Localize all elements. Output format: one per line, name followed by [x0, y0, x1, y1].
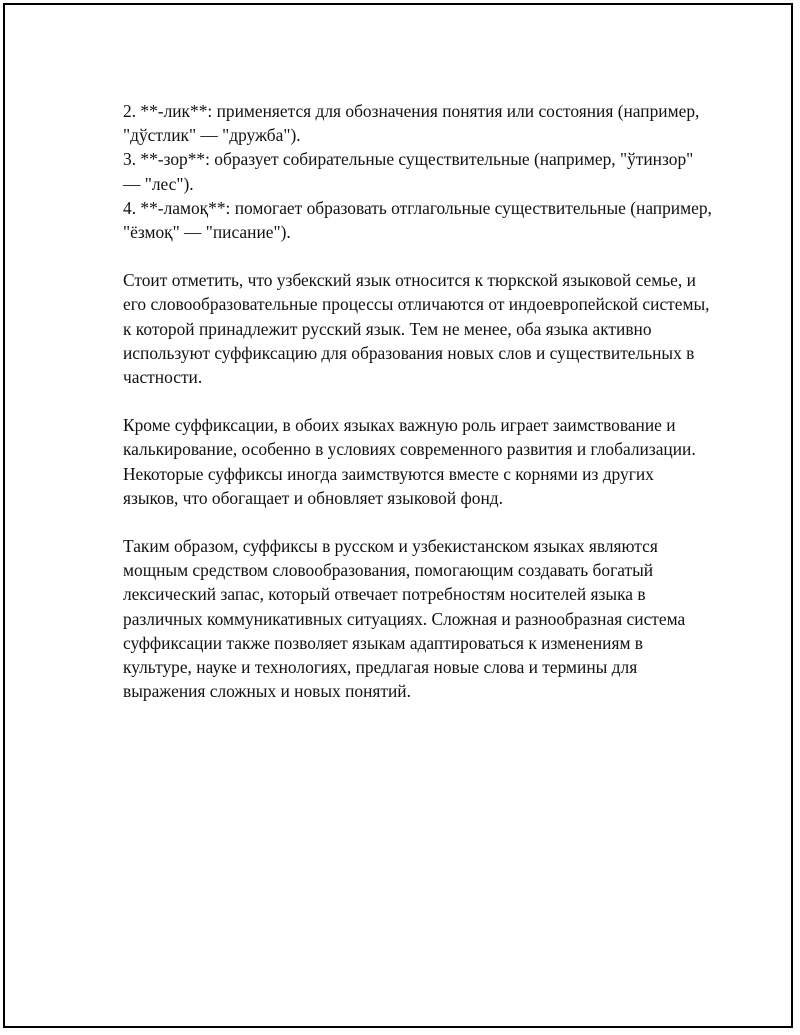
suffix-list — [123, 99, 717, 244]
list-item-lamoq: 4. **-ламоқ**: помогает образовать отглагольные существительные (например, "ёзмоқ" — "писание"). — [123, 197, 717, 243]
paragraph-borrowing: Кроме суффиксации, в обоих языках важную роль играет заимствование и калькирование, особенно в условиях современного развития и глобализации. Некоторые суффиксы иногда заимствуются вместе с корнями из других языков, что обогащает и обновляет языковой фонд. — [123, 415, 696, 508]
paragraph-language-family: Стоит отметить, что узбекский язык относится к тюркской языковой семье, и его словообразовательные процессы отличаются от индоевропейской системы, к которой принадлежит русский язык. Тем не менее, оба языка активно используют суффиксацию для образования новых слов и существительных в частности. — [123, 270, 710, 388]
list-item-lik: 2. **-лик**: применяется для обозначения понятия или состояния (например, "дўстлик" — "дружба"). — [123, 101, 704, 146]
list-item-zor: 3. **-зор**: образует собирательные существительные (например, "ўтинзор" — "лес"). — [123, 149, 698, 194]
paragraph-conclusion: Таким образом, суффиксы в русском и узбекистанском языках являются мощным средством словообразования, помогающим создавать богатый лексический запас, который отвечает потребностям носителей языка в различных коммуникативных ситуациях. Сложная и разнообразная система суффиксации также позволяет языкам адаптироваться к изменениям в культуре, науке и технологиях, предлагая новые слова и термины для выражения сложных и новых понятий. — [123, 536, 686, 702]
document-body — [123, 99, 717, 703]
page — [3, 3, 793, 1028]
